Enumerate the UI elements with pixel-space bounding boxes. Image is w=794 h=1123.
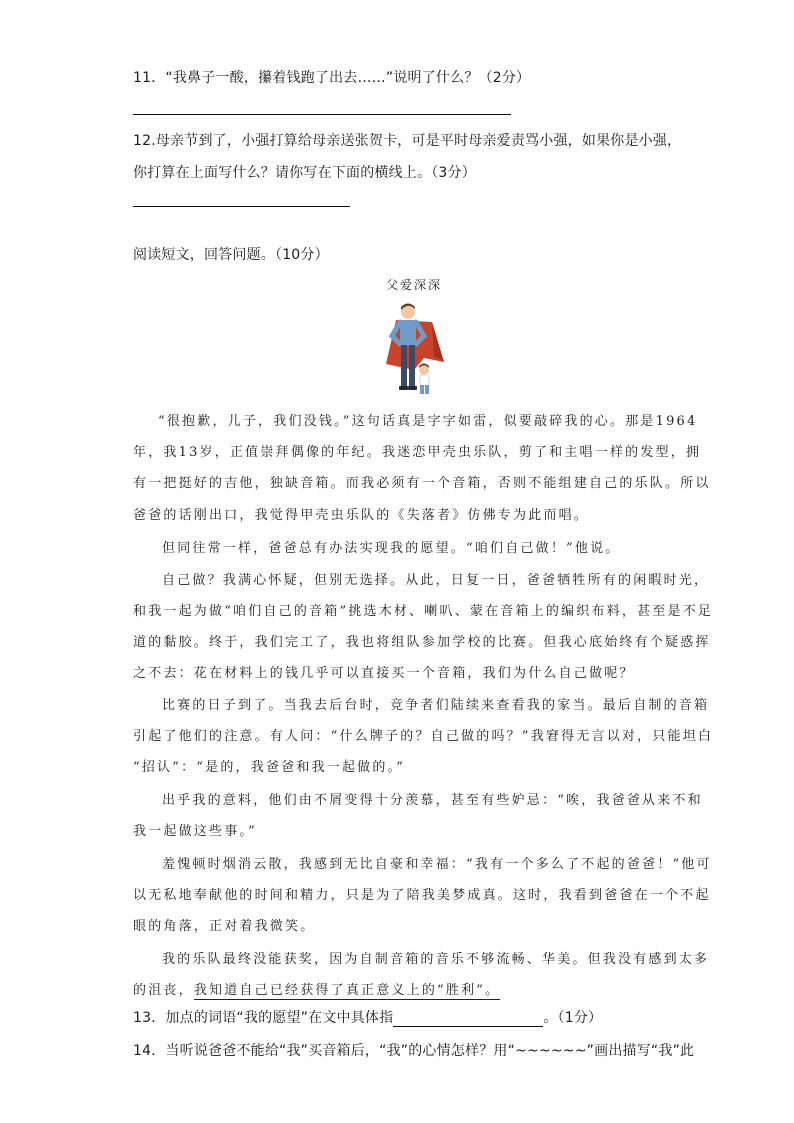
story-line: 羞愧顿时烟消云散，我感到无比自豪和幸福：“我有一个多么了不起的爸爸！”他可 (162, 857, 712, 872)
question-13 (133, 1007, 602, 1027)
story-line-last (133, 979, 500, 998)
story-line: 出乎我的意料，他们由不屑变得十分羡慕，甚至有些妒忌：“唉，我爸爸从来不和 (162, 793, 703, 808)
story-line: 有一把挺好的吉他，独缺音箱。而我必须有一个音箱，否则不能组建自己的乐队。所以 (133, 476, 711, 491)
story-line: “招认”：“是的，我爸爸和我一起做的。” (133, 760, 406, 775)
story-line: “很抱歉，儿子，我们没钱。”这句话真是字字如雷，似要敲碎我的心。那是1964 (158, 414, 698, 429)
story-line: 道的黏胶。终于，我们完工了，我也将组队参加学校的比赛。但我心底始终有个疑惑挥 (133, 635, 711, 650)
story-line: 之不去：花在材料上的钱几乎可以直接买一个音箱，我们为什么自己做呢？ (133, 666, 635, 681)
q13-prompt: 13．加点的词语“我的愿望”在文中具体指 (133, 1010, 394, 1026)
passage-title: 父爱深深 (386, 278, 443, 292)
question-12-line-1: 12.母亲节到了，小强打算给母亲送张贺卡，可是平时母亲爱责骂小强，如果你是小强， (133, 133, 682, 149)
q12-answer-line[interactable] (133, 206, 350, 207)
story-line: 爸爸的话刚出口，我觉得甲壳虫乐队的《失落者》仿佛专为此而唱。 (133, 508, 590, 523)
story-line-start: 的沮丧， (133, 983, 194, 998)
question-12-line-2: 你打算在上面写什么？请你写在下面的横线上。（3分） (133, 165, 476, 181)
story-line: 但同往常一样，爸爸总有办法实现我的愿望。“咱们自己做！”他说。 (162, 541, 621, 556)
question-11: 11．“我鼻子一酸，攥着钱跑了出去……”说明了什么？（2分） (133, 70, 531, 86)
question-14: 14．当听说爸爸不能给“我”买音箱后，“我”的心情怎样？用“~~~~~~”画出描写“我”此 (133, 1043, 695, 1059)
underlined-sentence: 我知道自己已经获得了真正意义上的“胜利”。 (193, 983, 501, 998)
story-line: 年，我13岁，正值崇拜偶像的年纪。我迷恋甲壳虫乐队，剪了和主唱一样的发型，拥 (133, 445, 702, 460)
story-line: 比赛的日子到了。当我去后台时，竞争者们陆续来查看我的家当。最后自制的音箱 (162, 698, 710, 713)
story-line: 眼的角落，正对着我微笑。 (133, 919, 316, 934)
story-line: 我一起做这些事。” (133, 824, 257, 839)
story-line: 我的乐队最终没能获奖，因为自制音箱的音乐不够流畅、华美。但我没有感到太多 (162, 952, 710, 967)
reading-instruction: 阅读短文，回答问题。（10分） (133, 247, 329, 263)
story-line: 和我一起为做“咱们自己的音箱”挑选木材、喇叭、蒙在音箱上的编织布料，甚至是不足 (133, 604, 714, 619)
story-line: 引起了他们的注意。有人问：“什么牌子的？自己做的吗？”我窘得无言以对，只能坦白 (133, 729, 714, 744)
q13-score: 。（1分） (543, 1010, 603, 1026)
q11-answer-line[interactable] (133, 114, 511, 115)
story-line: 以无私地奉献他的时间和精力，只是为了陪我美梦成真。这时，我看到爸爸在一个不起 (133, 888, 711, 903)
story-line: 自己做？我满心怀疑，但别无选择。从此，日复一日，爸爸牺牲所有的闲暇时光， (162, 573, 710, 588)
superhero-father-icon (374, 300, 446, 400)
father-son-illustration (374, 300, 446, 400)
q13-answer-blank[interactable] (393, 1012, 543, 1027)
